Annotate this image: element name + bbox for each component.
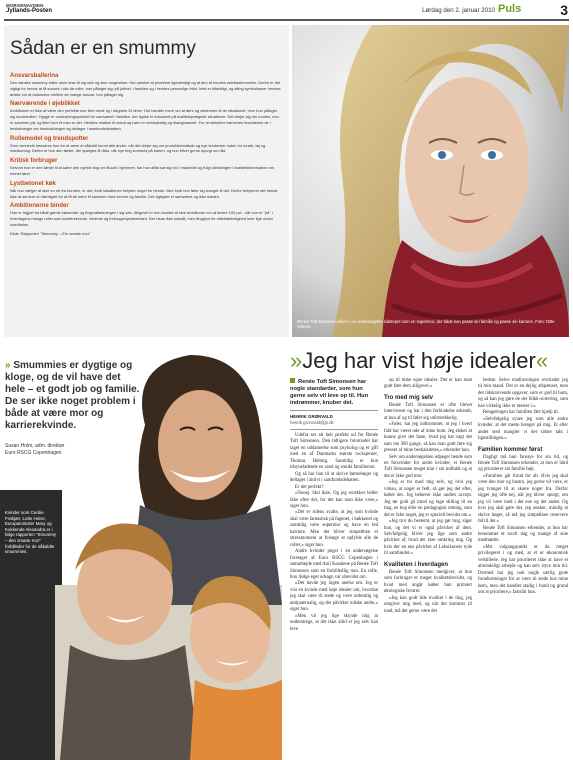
byline [290,414,378,426]
article-paragraph: Rengøringen har familien fået hjælp til. [483,410,559,416]
section-name: Puls [498,3,522,15]
info-box-source: Kilde: Rapporten "Smummy – Ere smarte mor" [10,230,91,236]
headline-text: Jeg har vist høje idealer [302,348,536,373]
article-paragraph: »Jeg er tro mod mig selv, og hvis jeg vimsu, at noget er fedt, så gør jeg det efter, købet det. Jeg behøver ikke andres accept. Jeg tør godt gå imod og tage stilling til en ting, en bog eller en pædagogisk retning, som det er ikke noget, jeg er specielt bevidst om.« [384,480,472,518]
article-lead-text: Renée Toft Simonsen har nogle standarder, som hun gerne selv vil leve op til. Hun indrømmer, knuber det. [290,379,369,406]
article-paragraph: »Mit valgangspunkt er da meget privilegeret i og med, at et er økonomisk velstillede. Jeg har prioriteret ikke at have et almindeligt arbejde og kan selv styre min tid. Dermed har jeg nok nogle særlig gode forudsætninger for at være til stede hos mine børn, men det handler stadig i bund og grund om at prioritere,« fastslår hun. [478,544,568,596]
article-paragraph: »Familien går forud for alt. Hvis jeg skal være den mor og hustru, jeg gerne vil være, er jeg tvunget til at skære noget fra. Derfor sigger jeg ofte nej, når jeg bliver spurgt, om jeg vil være med i det ene og det andet. Og hvis jeg skal gøre det, jeg ønsker, mindig at skrive bøger, så må jeg simpelthen reservere tid til det.« [478,473,568,525]
article-column-1 [290,378,378,633]
masthead-logo: Jyllands-Posten [6,8,53,14]
info-box-heading: Kritisk forbruger [10,158,58,165]
header-rule [4,19,569,21]
quote-mark-icon: » [5,360,11,371]
lead-square-icon [290,378,295,383]
article-paragraph: »Jeg tror du bestemt, at jeg gør ting, siger hun, og det vi er også påvirket af dem. Selvfølgelig bliver jeg lige som andre påvirket af, hvad der sker omkring mig. Og hvis der en ens påvirket af Leksikonets tyde til samfundet.« [384,519,472,557]
article-paragraph: »Selvfølgelig synes jeg som alle andre kvinder, at det meste hænger på mig. Et eller andet sted mangler vi det sidste takt i ligestillingen.« [478,416,568,442]
article-paragraph: Og så har hun til at skrive børnebøger og deltager i aktivt i samfundsdebatten. [290,471,378,484]
portrait-caption-name: Renée Toft Simonsen [297,319,337,324]
article-paragraph: op til mine egne idealer. Det er kan man godt føre dem alligevel.« [384,378,472,390]
issue-date: Lørdag den 2. januar 2010 [422,7,495,14]
article-paragraph: Udefra ser alt helt perfekt ud for Renée Toft Simonsen. Den tidligere fotomodel har taget en uddannelse som psykolog og er gift med en af Danmarks største rocksjerner, Thomas Helmig. Samtidig er hun tilsyneladende en sand og smukt familiemor. [290,433,378,471]
article-paragraph: bedste. Selve madlavningen overlader jeg til min mand. Det er en dejlig afspænset, men det tidskrævende opgaver, som er god til hum, og så kan jeg gøre de der blikk-sortering, som han virkelig ikke er mester i.« [478,378,568,409]
portrait-caption-credit: Foto: Ditte Valente [297,319,555,330]
info-box-heading: Ansvarsballerina [10,73,59,79]
info-box-text: Når hun vælger at lave en ret fra bunden, er det, fordi situationen betyder noget for hende. Ikke fordi hun føler sig tvunget til det. Derfor bekymrer det hende ikke at servere en færdigret for at få tid mere til sammen med venner og familie. Det vigtigste er samværet og ikke maden. [10,187,278,199]
article-paragraph: Er det perfekt? [295,484,324,490]
masthead [6,3,66,15]
article-paragraph: Selv om undersøgelsen udpeger hende som en forsvinder for andre kvinder, er Renée Toft Simonsen meget klar i sin indfaldt og at det er ikke god mor. [384,454,472,479]
subhead-tro: Tro med mig selv [384,394,434,401]
portrait-caption-text: bliver i en undersøgelse sidstepet som en supermor, der både kan passe sin familie og passe sin karriere. [336,319,535,324]
portrait-photo [292,25,569,337]
pull-quote-text: Smummies er dygtige og kloge, og de vil have det hele – et godt job og familie. De ser ikke noget problem i både at være mor og karrierekvinde. [5,360,140,431]
family-photo-caption: Kvinder som Cecilie Frøkjær, Lotte Heise, Europaminister Mary og Kokkende Alexandra er i følge rapporten "Smummy – den smarte mor" forbilleder for de såkaldte smummies. [5,510,57,555]
info-box-text: Den danske smummy stiller store krav til sig selv og sine omgivelser. Hun ønsker at prioritere ligeværdigt og at den af hendes selvfrastemnelse. Derfor er det vigtigt for hende at få succes i alle de roller, hun påtager sig: på jobbet, i familien og i hendes personlige fritid. Intet er tilfældigt, og alting symboliserer hendes ønske om at balancere mellem de mange ansvar, hun påtager sig. [10,80,281,97]
article-paragraph: Andre kvinder peger i en undersøgelse foretaget af Euro RSCG Copenhagen i samarbejde med Anil Kosalene på Renée Toft Simonsen som en forbilledlig mor. En rolle, hun ifølge eget udsagn var ubevidst om. [290,549,378,580]
attribution-name: Susan Holm, [5,443,34,449]
article-paragraph: »Det er ridens svalte, at jeg som kvinde skal være fantastisk på fagenet, i køkkenet og samtidig være supermor og have en fed karriere. Men det bliver simpelthen et stressmoment at forsøge at opfylde alle de roller,« siger hun. [290,510,378,548]
byline-name: HENRIK GRØNVALD [290,414,333,419]
byline-email: henrik.gronvald@jp.dk [290,420,334,425]
info-box-text: Hun er frigjort fra både gamle kønsroller og fingeraflæsningen i sig selv. Alligevel er hun bundet af sine ambitioner om at levere 100 pct., når hun er "på" i hverdagens mange roller som karrierekvinde, veninde og forbrugsrepræsentant. Det visas ikke udadtil, men ffnygtun for utilstrækkelighed lurer lige under overfladen. [10,210,273,227]
subhead-familien: Familien kommer først [478,446,543,453]
page-number: 3 [560,2,568,18]
subhead-kvalitet: Kvaliteten i hverdagen [384,561,449,568]
info-box-heading: Ambitionerne binder [10,203,69,210]
info-box-text: Som venninde besvares hun for at være et såkaldt forum alle andre, når det drejer sig om produktkendskab og nye tendenser inden for musik, tøj og madlavning. Derfor er hun den første, der spørges til råds, når nye ting kommes på banen, og hun bliver gerne spurgt om råd. [10,142,266,154]
article-paragraph: Renée Toft Simonsen medgiver, at hun som forbruger er meget kvalitetsbevidst, og hvad med angår køber hun primært økologiske levarer. [384,569,472,595]
article-lead [290,378,378,407]
article-paragraph: Dagligt må hun fareaye for sin tid, og Renée Toft Simonsen erkender, at hun er hård og prioriterer sin familie højt. [478,454,568,473]
article-column-3 [478,378,568,597]
article-paragraph: »Nooej. Skit ikke. Og jeg strækker heller ikke efter det, for det kan man ikke være,« siger hun. [290,491,378,509]
byline-rule [290,410,378,411]
article-column-2 [384,378,472,615]
pull-quote [5,360,143,432]
info-box-text: Ambitionen er ikke at være den perfekte mor året rundt og i døgnets 24 timer. Det handler mere om at lære og afstemme til de situationer, hvor hun påtager sig moderrollen. Hygge er omdrejningspunktet for samværet i familien, der typisk er fokuseret på kvalitetsprægede situationer. Det drejer sig om moden, mor er sammen på, og ikke hvor tit man er det. Hendes relation til mand og børn er venskabelig og dialogbaseret. For at stimulere børnenes livsvidenes de i besluttninger om husholdningen og deltager i samfundsdebatten. [10,108,280,131]
article-paragraph: »Føler, hat jeg indtrommet, at jeg i hvert fald har været ude af mine hum. Jeg elsker at kunne give det faste, hvad jeg har sagt det sam me 360 gange, så kan man godt føre sig presset af mine bestialsitetes,« erkender hun. [384,422,472,454]
article-paragraph: Renée Toft Simonsen er ofte blevet interviewet og har i den forbindelse erkendt, at hun af og til føler sig utilstrækkelig. [384,402,472,421]
headline-close-quote-icon: « [535,348,549,373]
article-paragraph: »Jeg kan godt lide kvalitet i de ting, jeg omgiver mig med, og når det kommer til mad, må det gerne være det [384,595,472,614]
article-paragraph: Renée Toft Simonsen erkender, at hun har henommet et travlt dag og mange af sine medmødre. [478,525,568,544]
info-box-heading: Lystbetonet køk [10,180,56,187]
masthead-line1: MORGENAVISEN [6,3,44,8]
article-paragraph: »Det havde jeg ingen anelse om. Jeg er vist en kvinde med høje idealer om, hvordan jeg skal være til stede og være ordentlig og antipaternalig, og det påvirker måske andre,« siger hun. [290,581,378,613]
attribution-title: adm. direktør [35,443,65,449]
info-box-text: Selvom hun er den første til at købe den nyeste bog om Buutil i hjemmet, har hun alltid sat sig ind i markedet og fulgt udviklingen i kvalitetsinformation om emnet først. [10,165,275,176]
article-headline [290,348,572,374]
info-box-heading: Rollemodel og trendspotter [10,135,89,142]
byline-rule-bottom [290,429,378,430]
quote-attribution [5,443,143,456]
article-paragraph: »Men vil jeg lige skynde mig at understrege, at det ikke altid er jeg selv kan leve [290,613,378,632]
info-box-items [10,69,282,237]
info-box-title: Sådan er en smummy [10,38,196,59]
info-box-heading: Nærværende i øjeblikket [10,101,80,108]
headline-open-quote-icon: » [290,348,303,373]
portrait-caption [297,319,565,330]
attribution-org: Euro RSCG Copenhagen [5,449,62,456]
